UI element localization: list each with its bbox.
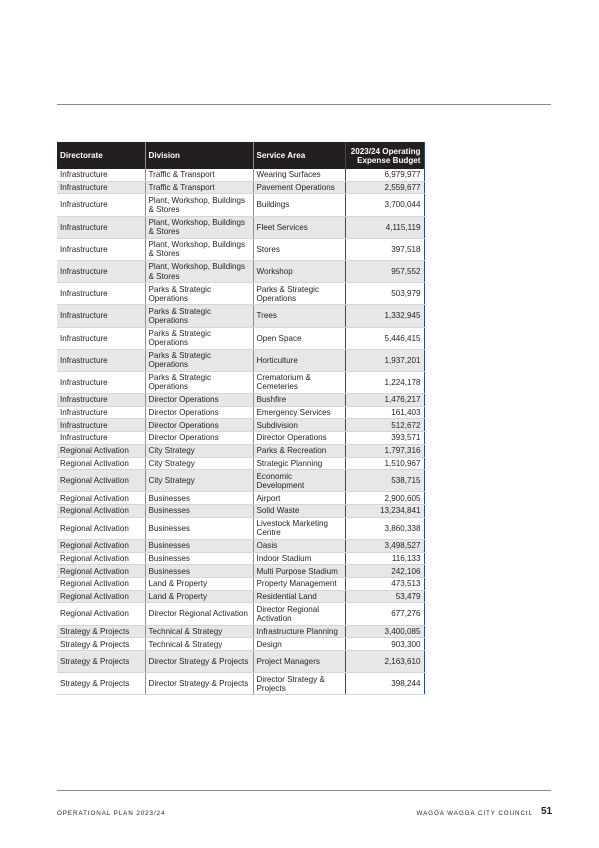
- cell-budget: 2,900,605: [345, 492, 424, 505]
- cell-directorate: Regional Activation: [57, 457, 145, 470]
- cell-budget: 1,510,967: [345, 457, 424, 470]
- page-number: 51: [541, 806, 553, 817]
- cell-service-area: Residential Land: [253, 590, 345, 603]
- cell-service-area: Director Operations: [253, 432, 345, 445]
- header-directorate: Directorate: [57, 142, 145, 169]
- cell-service-area: Subdivision: [253, 419, 345, 432]
- cell-service-area: Open Space: [253, 327, 345, 349]
- cell-division: Land & Property: [145, 578, 253, 591]
- cell-budget: 1,332,945: [345, 305, 424, 327]
- table-row: [57, 625, 424, 638]
- cell-directorate: Regional Activation: [57, 565, 145, 578]
- cell-division: Plant, Workshop, Buildings & Stores: [145, 238, 253, 260]
- cell-service-area: Fleet Services: [253, 216, 345, 238]
- table-row: [57, 638, 424, 651]
- cell-division: Businesses: [145, 517, 253, 539]
- cell-division: Businesses: [145, 539, 253, 552]
- cell-budget: 3,860,338: [345, 517, 424, 539]
- table-row: [57, 565, 424, 578]
- cell-division: Technical & Strategy: [145, 638, 253, 651]
- table-row: [57, 260, 424, 282]
- cell-directorate: Infrastructure: [57, 260, 145, 282]
- table-row: [57, 492, 424, 505]
- table-row: [57, 349, 424, 371]
- cell-budget: 3,498,527: [345, 539, 424, 552]
- cell-directorate: Regional Activation: [57, 444, 145, 457]
- cell-division: Businesses: [145, 505, 253, 518]
- cell-directorate: Regional Activation: [57, 539, 145, 552]
- cell-service-area: Horticulture: [253, 349, 345, 371]
- cell-division: City Strategy: [145, 444, 253, 457]
- cell-directorate: Regional Activation: [57, 578, 145, 591]
- table-row: [57, 216, 424, 238]
- table-row: [57, 673, 424, 695]
- cell-directorate: Infrastructure: [57, 327, 145, 349]
- cell-service-area: Economic Development: [253, 470, 345, 492]
- cell-budget: 13,234,841: [345, 505, 424, 518]
- table-header: [57, 142, 424, 169]
- cell-division: Businesses: [145, 552, 253, 565]
- cell-budget: 903,300: [345, 638, 424, 651]
- cell-directorate: Infrastructure: [57, 406, 145, 419]
- cell-division: Parks & Strategic Operations: [145, 349, 253, 371]
- table-row: [57, 371, 424, 393]
- cell-division: Director Strategy & Projects: [145, 673, 253, 695]
- footer-document-title: OPERATIONAL PLAN 2023/24: [57, 810, 166, 817]
- cell-service-area: Buildings: [253, 194, 345, 216]
- cell-directorate: Strategy & Projects: [57, 638, 145, 651]
- cell-budget: 3,400,085: [345, 625, 424, 638]
- table-row: [57, 505, 424, 518]
- table-row: [57, 394, 424, 407]
- cell-budget: 4,115,119: [345, 216, 424, 238]
- cell-service-area: Wearing Surfaces: [253, 169, 345, 181]
- cell-service-area: Trees: [253, 305, 345, 327]
- table-row: [57, 444, 424, 457]
- top-divider: [57, 104, 551, 105]
- cell-service-area: Project Managers: [253, 650, 345, 672]
- cell-budget: 398,244: [345, 673, 424, 695]
- cell-division: Director Regional Activation: [145, 603, 253, 625]
- table-row: [57, 238, 424, 260]
- cell-division: Plant, Workshop, Buildings & Stores: [145, 194, 253, 216]
- cell-service-area: Crematorium & Cemeteries: [253, 371, 345, 393]
- cell-directorate: Infrastructure: [57, 349, 145, 371]
- cell-division: Businesses: [145, 565, 253, 578]
- cell-service-area: Director Regional Activation: [253, 603, 345, 625]
- cell-service-area: Bushfire: [253, 394, 345, 407]
- cell-division: Director Strategy & Projects: [145, 650, 253, 672]
- cell-budget: 1,476,217: [345, 394, 424, 407]
- cell-service-area: Indoor Stadium: [253, 552, 345, 565]
- cell-directorate: Infrastructure: [57, 394, 145, 407]
- cell-budget: 2,559,677: [345, 181, 424, 194]
- table-row: [57, 539, 424, 552]
- cell-division: Parks & Strategic Operations: [145, 327, 253, 349]
- cell-budget: 512,672: [345, 419, 424, 432]
- cell-directorate: Strategy & Projects: [57, 625, 145, 638]
- cell-division: Director Operations: [145, 419, 253, 432]
- cell-service-area: Oasis: [253, 539, 345, 552]
- cell-budget: 1,797,316: [345, 444, 424, 457]
- cell-budget: 473,513: [345, 578, 424, 591]
- cell-division: Traffic & Transport: [145, 169, 253, 181]
- cell-budget: 242,106: [345, 565, 424, 578]
- cell-budget: 6,979,977: [345, 169, 424, 181]
- cell-budget: 957,552: [345, 260, 424, 282]
- cell-directorate: Infrastructure: [57, 305, 145, 327]
- table-row: [57, 419, 424, 432]
- bottom-divider: [57, 790, 551, 791]
- cell-directorate: Regional Activation: [57, 505, 145, 518]
- cell-budget: 503,979: [345, 283, 424, 305]
- cell-service-area: Airport: [253, 492, 345, 505]
- cell-budget: 161,403: [345, 406, 424, 419]
- cell-directorate: Regional Activation: [57, 590, 145, 603]
- cell-division: Businesses: [145, 492, 253, 505]
- cell-budget: 677,276: [345, 603, 424, 625]
- cell-directorate: Infrastructure: [57, 194, 145, 216]
- cell-budget: 538,715: [345, 470, 424, 492]
- cell-service-area: Workshop: [253, 260, 345, 282]
- cell-budget: 2,163,610: [345, 650, 424, 672]
- table-row: [57, 578, 424, 591]
- table-row: [57, 327, 424, 349]
- cell-budget: 1,937,201: [345, 349, 424, 371]
- cell-division: City Strategy: [145, 470, 253, 492]
- cell-division: Plant, Workshop, Buildings & Stores: [145, 260, 253, 282]
- cell-budget: 116,133: [345, 552, 424, 565]
- cell-directorate: Infrastructure: [57, 432, 145, 445]
- cell-directorate: Infrastructure: [57, 371, 145, 393]
- cell-service-area: Property Management: [253, 578, 345, 591]
- table-row: [57, 305, 424, 327]
- cell-directorate: Infrastructure: [57, 419, 145, 432]
- cell-budget: 397,518: [345, 238, 424, 260]
- cell-division: Parks & Strategic Operations: [145, 305, 253, 327]
- cell-budget: 3,700,044: [345, 194, 424, 216]
- cell-division: Director Operations: [145, 406, 253, 419]
- table-row: [57, 650, 424, 672]
- cell-division: Traffic & Transport: [145, 181, 253, 194]
- cell-directorate: Infrastructure: [57, 181, 145, 194]
- cell-directorate: Regional Activation: [57, 470, 145, 492]
- cell-service-area: Stores: [253, 238, 345, 260]
- cell-service-area: Pavement Operations: [253, 181, 345, 194]
- cell-division: Plant, Workshop, Buildings & Stores: [145, 216, 253, 238]
- cell-directorate: Infrastructure: [57, 238, 145, 260]
- table-row: [57, 181, 424, 194]
- table-row: [57, 457, 424, 470]
- table-body: [57, 169, 424, 695]
- table-row: [57, 406, 424, 419]
- cell-service-area: Solid Waste: [253, 505, 345, 518]
- table-row: [57, 194, 424, 216]
- cell-service-area: Infrastructure Planning: [253, 625, 345, 638]
- cell-budget: 5,446,415: [345, 327, 424, 349]
- table-row: [57, 470, 424, 492]
- cell-directorate: Infrastructure: [57, 216, 145, 238]
- table-row: [57, 603, 424, 625]
- cell-division: Technical & Strategy: [145, 625, 253, 638]
- cell-division: Parks & Strategic Operations: [145, 283, 253, 305]
- cell-division: Director Operations: [145, 432, 253, 445]
- cell-directorate: Strategy & Projects: [57, 650, 145, 672]
- cell-directorate: Regional Activation: [57, 552, 145, 565]
- cell-service-area: Livestock Marketing Centre: [253, 517, 345, 539]
- cell-service-area: Strategic Planning: [253, 457, 345, 470]
- cell-directorate: Regional Activation: [57, 603, 145, 625]
- cell-division: Land & Property: [145, 590, 253, 603]
- table-row: [57, 432, 424, 445]
- cell-division: Director Operations: [145, 394, 253, 407]
- cell-budget: 53,479: [345, 590, 424, 603]
- cell-division: Parks & Strategic Operations: [145, 371, 253, 393]
- cell-service-area: Director Strategy & Projects: [253, 673, 345, 695]
- cell-service-area: Design: [253, 638, 345, 651]
- cell-directorate: Strategy & Projects: [57, 673, 145, 695]
- cell-service-area: Multi Purpose Stadium: [253, 565, 345, 578]
- cell-division: City Strategy: [145, 457, 253, 470]
- cell-budget: 1,224,178: [345, 371, 424, 393]
- table-row: [57, 552, 424, 565]
- header-service-area: Service Area: [253, 142, 345, 169]
- cell-service-area: Parks & Recreation: [253, 444, 345, 457]
- table-row: [57, 283, 424, 305]
- cell-service-area: Emergency Services: [253, 406, 345, 419]
- header-division: Division: [145, 142, 253, 169]
- cell-directorate: Infrastructure: [57, 169, 145, 181]
- cell-budget: 393,571: [345, 432, 424, 445]
- cell-directorate: Infrastructure: [57, 283, 145, 305]
- cell-directorate: Regional Activation: [57, 517, 145, 539]
- operating-expense-budget-table: [57, 142, 425, 695]
- cell-service-area: Parks & Strategic Operations: [253, 283, 345, 305]
- table-row: [57, 590, 424, 603]
- cell-directorate: Regional Activation: [57, 492, 145, 505]
- footer-council-name: WAGGA WAGGA CITY COUNCIL: [416, 810, 533, 817]
- table-row: [57, 169, 424, 181]
- table-row: [57, 517, 424, 539]
- header-budget: 2023/24 Operating Expense Budget: [345, 142, 424, 169]
